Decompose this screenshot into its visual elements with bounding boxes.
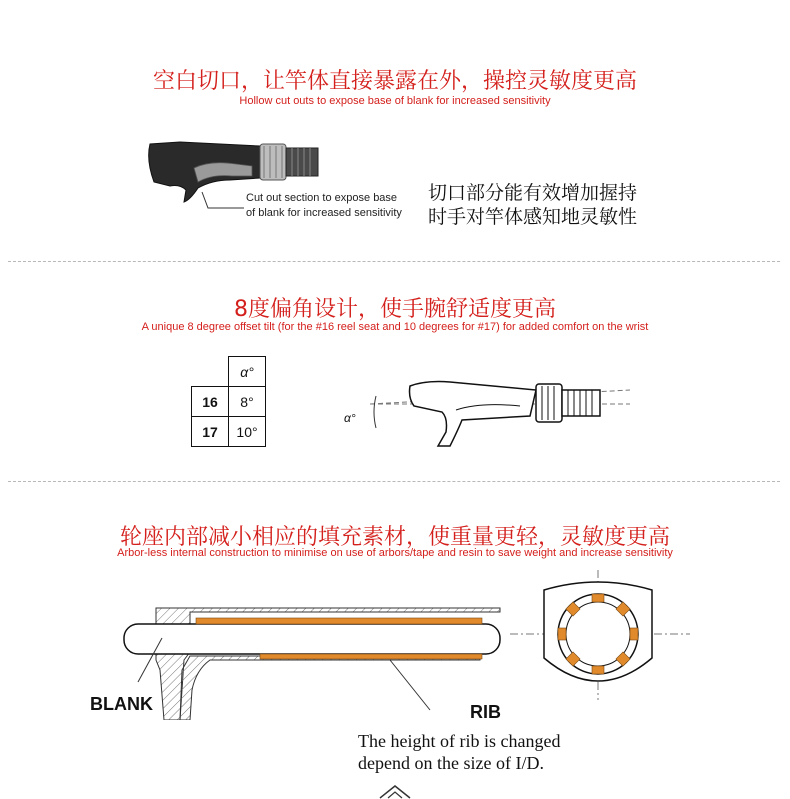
section3-title-en: Arbor-less internal construction to minimise on use of arbors/tape and resin to save weight and increase sensitivity <box>117 547 673 559</box>
section2-title-en: A unique 8 degree offset tilt (for the #16 reel seat and 10 degrees for #17) for added comfort on the wrist <box>141 321 649 333</box>
chevron-up-icon <box>378 784 412 799</box>
offset-table-angle: 8° <box>229 387 266 417</box>
section1-title-cn: 空白切口，让竿体直接暴露在外，操控灵敏度更高 <box>152 69 637 94</box>
offset-tilt-diagram <box>330 366 640 456</box>
rib-cross-section <box>510 570 690 700</box>
table-row <box>192 417 266 447</box>
cutout-callout <box>246 191 402 221</box>
section-divider-1 <box>8 261 780 262</box>
cutout-callout-line2: of blank for increased sensitivity <box>246 207 402 219</box>
section1-description-cn <box>428 181 637 229</box>
offset-angle-table <box>191 356 266 447</box>
section-divider-2 <box>8 481 780 482</box>
section3-title-cn: 轮座内部减小相应的填充素材，使重量更轻，灵敏度更高 <box>119 525 670 550</box>
offset-angle-label: α° <box>344 411 356 425</box>
blank-label: BLANK <box>90 694 153 714</box>
offset-table-model: 16 <box>192 387 229 417</box>
rib-note-line1: The height of rib is changed <box>358 731 561 751</box>
rib-note-line2: depend on the size of I/D. <box>358 753 544 773</box>
offset-table-header: α° <box>229 357 266 387</box>
rib-label: RIB <box>470 702 501 722</box>
section2-title-cn: 8度偏角设计，使手腕舒适度更高 <box>234 297 556 322</box>
cutout-callout-line1: Cut out section to expose base <box>246 192 398 204</box>
section1-title-en: Hollow cut outs to expose base of blank for increased sensitivity <box>239 95 551 107</box>
rib-height-note <box>358 730 560 774</box>
section1-desc-line1: 切口部分能有效增加握持 <box>428 182 638 204</box>
offset-table-model: 17 <box>192 417 229 447</box>
offset-table-angle: 10° <box>229 417 266 447</box>
section1-desc-line2: 时手对竿体感知地灵敏性 <box>428 206 638 228</box>
table-row <box>192 387 266 417</box>
arbor-less-cross-section <box>120 590 510 720</box>
